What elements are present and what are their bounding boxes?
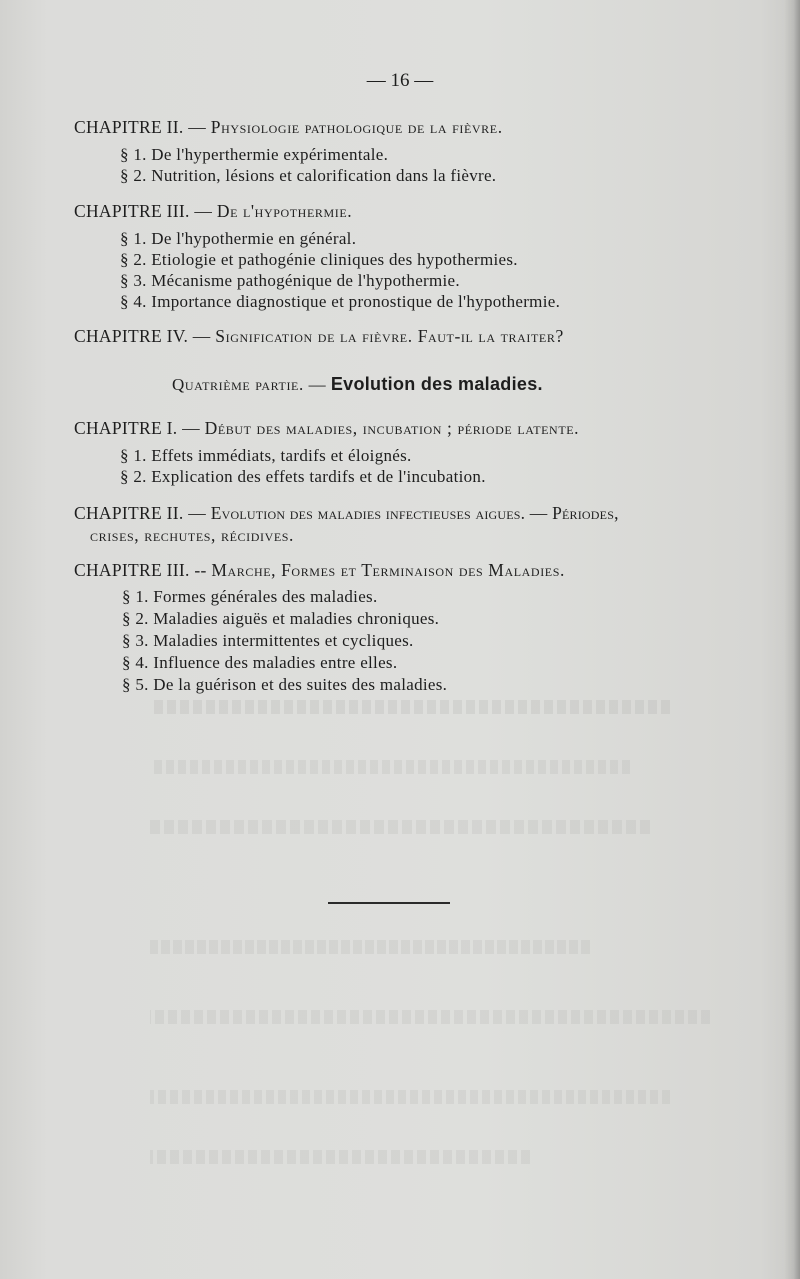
section-item: § 5. De la guérison et des suites des maladies. [122, 675, 448, 694]
bleed-through-texture [150, 940, 590, 954]
section-item: § 1. De l'hypothermie en général. [120, 229, 357, 248]
end-rule-divider [328, 902, 450, 904]
chapter-label: CHAPITRE II. — [74, 117, 207, 137]
chapter-title-line2: crises, rechutes, récidives. [90, 525, 295, 545]
chapter-heading [74, 326, 564, 347]
chapter-title: Marche, Formes et Terminaison des Maladies. [211, 560, 565, 580]
part-heading [172, 374, 543, 395]
bleed-through-texture [150, 1010, 710, 1024]
section-item: § 1. Formes générales des maladies. [122, 587, 378, 606]
part-label: Quatrième partie. — [172, 375, 327, 394]
section-item: § 2. Maladies aiguës et maladies chroniques. [122, 609, 440, 628]
chapter-title: Début des maladies, incubation ; période latente. [204, 418, 580, 438]
chapter-label: CHAPITRE IV. — [74, 326, 211, 346]
section-item: § 1. Effets immédiats, tardifs et éloignés. [120, 446, 412, 465]
chapter-title: Signification de la fièvre. Faut-il la traiter? [215, 326, 564, 346]
part-title: Evolution des maladies. [330, 374, 543, 394]
chapter-title-continued [90, 525, 294, 546]
section-item: § 4. Importance diagnostique et pronostique de l'hypothermie. [120, 292, 561, 311]
section-item: § 2. Etiologie et pathogénie cliniques des hypothermies. [120, 250, 518, 269]
bleed-through-texture [150, 1090, 670, 1104]
chapter-heading [74, 117, 503, 138]
section-item: § 3. Maladies intermittentes et cycliques. [122, 631, 414, 650]
section-item: § 3. Mécanisme pathogénique de l'hypothermie. [120, 271, 460, 290]
bleed-through-texture [150, 1150, 530, 1164]
chapter-label: CHAPITRE II. — [74, 503, 207, 523]
chapter-heading [74, 418, 579, 439]
section-item: § 4. Influence des maladies entre elles. [122, 653, 398, 672]
chapter-label: CHAPITRE I. — [74, 418, 200, 438]
section-item: § 1. De l'hyperthermie expérimentale. [120, 145, 389, 164]
page-edge-shadow [784, 0, 800, 1279]
chapter-title: Physiologie pathologique de la fièvre. [210, 117, 503, 137]
chapter-label: CHAPITRE III. — [74, 201, 213, 221]
chapter-heading [74, 560, 565, 581]
bleed-through-texture [150, 700, 670, 714]
chapter-title: De l'hypothermie. [216, 201, 353, 221]
chapter-heading [74, 201, 352, 222]
chapter-label: CHAPITRE III. -- [74, 560, 207, 580]
chapter-heading [74, 503, 619, 524]
section-item: § 2. Explication des effets tardifs et de l'incubation. [120, 467, 486, 486]
chapter-title: Evolution des maladies infectieuses aigues. — Périodes, [210, 503, 619, 523]
bleed-through-texture [150, 820, 650, 834]
section-item: § 2. Nutrition, lésions et calorification dans la fièvre. [120, 166, 497, 185]
page-number: — 16 — [366, 70, 434, 91]
bleed-through-texture [150, 760, 630, 774]
